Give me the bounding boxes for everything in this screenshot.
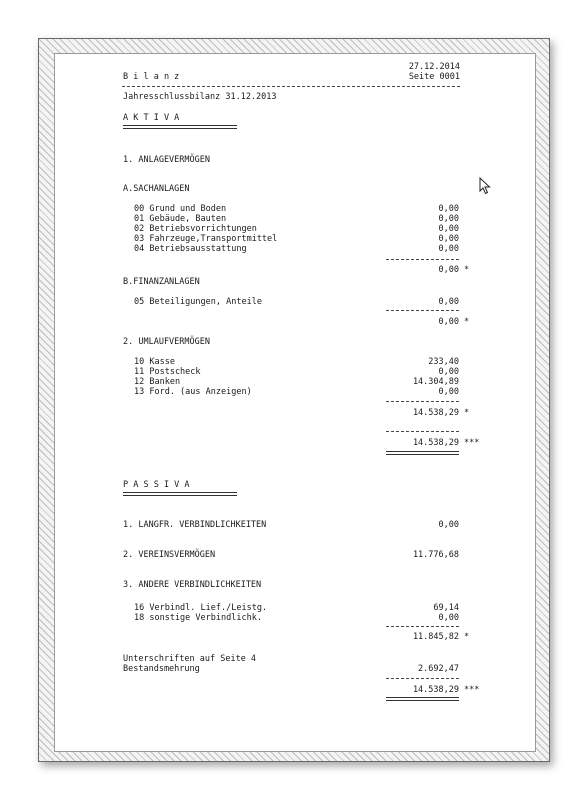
subtotal-value: 0,00 [438, 265, 459, 275]
aktiva-heading-underline [123, 125, 237, 129]
header-rule [122, 86, 460, 87]
grand-total-double-underline [386, 697, 459, 701]
langfr-verbindlichkeiten-label: 1. LANGFR. VERBINDLICHKEITEN [123, 520, 267, 530]
account-row-label: 16 Verbindl. Lief./Leistg. [134, 603, 268, 613]
account-row-label: 10 Kasse [134, 357, 175, 367]
finanzanlagen-label: B.FINANZANLAGEN [123, 277, 200, 287]
bestandsmehrung-value: 2.692,47 [418, 664, 459, 674]
account-row-value: 14.304,89 [412, 377, 459, 387]
anlagevermoegen-label: 1. ANLAGEVERMÖGEN [123, 155, 210, 165]
account-row-value: 0,00 [438, 214, 459, 224]
document-title: B i l a n z [123, 72, 180, 82]
account-row-value: 69,14 [433, 603, 459, 613]
account-row-value: 0,00 [438, 234, 459, 244]
grand-total-rule [386, 678, 459, 679]
document-subtitle: Jahresschlussbilanz 31.12.2013 [123, 92, 277, 102]
account-row-value: 0,00 [438, 244, 459, 254]
passiva-heading: P A S S I V A [123, 480, 190, 490]
subtotal-rule [386, 626, 459, 627]
mouse-pointer-icon [479, 177, 493, 195]
account-row-label: 02 Betriebsvorrichtungen [134, 224, 257, 234]
subtotal-rule [386, 310, 459, 311]
subtotal-marker: * [464, 317, 470, 327]
subtotal-value: 14.538,29 [412, 408, 459, 418]
aktiva-grand-total: 14.538,29 [412, 438, 459, 448]
account-row-value: 0,00 [438, 613, 459, 623]
bestandsmehrung-label: Bestandsmehrung [123, 664, 200, 674]
subtotal-marker: * [464, 408, 470, 418]
account-row-value: 233,40 [428, 357, 459, 367]
grand-total-rule [386, 431, 459, 432]
signature-note: Unterschriften auf Seite 4 [123, 654, 257, 664]
passiva-grand-total: 14.538,29 [412, 685, 459, 695]
subtotal-marker: * [464, 632, 470, 642]
subtotal-rule [386, 401, 459, 402]
grand-total-marker: *** [464, 438, 480, 448]
account-row-label: 11 Postscheck [134, 367, 201, 377]
account-row-label: 18 sonstige Verbindlichk. [134, 613, 262, 623]
account-row-label: 00 Grund und Boden [134, 204, 227, 214]
account-row-value: 0,00 [438, 204, 459, 214]
account-row-value: 0,00 [438, 367, 459, 377]
subtotal-value: 11.845,82 [412, 632, 459, 642]
account-row-label: 04 Betriebsausstattung [134, 244, 247, 254]
account-row-value: 0,00 [438, 387, 459, 397]
account-row-value: 0,00 [438, 297, 459, 307]
account-row-label: 01 Gebäude, Bauten [134, 214, 227, 224]
passiva-heading-underline [123, 492, 237, 496]
subtotal-rule [386, 259, 459, 260]
vereinsvermoegen-label: 2. VEREINSVERMÖGEN [123, 550, 216, 560]
page-number: Seite 0001 [408, 72, 460, 82]
grand-total-marker: *** [464, 685, 480, 695]
aktiva-heading: A K T I V A [123, 113, 180, 123]
vereinsvermoegen-value: 11.776,68 [412, 550, 459, 560]
account-row-value: 0,00 [438, 224, 459, 234]
langfr-verbindlichkeiten-value: 0,00 [438, 520, 459, 530]
subtotal-marker: * [464, 265, 470, 275]
sachanlagen-label: A.SACHANLAGEN [123, 184, 190, 194]
umlaufvermoegen-label: 2. UMLAUFVERMÖGEN [123, 337, 210, 347]
account-row-label: 05 Beteiligungen, Anteile [134, 297, 262, 307]
print-date: 27.12.2014 [408, 62, 460, 72]
subtotal-value: 0,00 [438, 317, 459, 327]
grand-total-double-underline [386, 451, 459, 455]
andere-verbindlichkeiten-label: 3. ANDERE VERBINDLICHKEITEN [123, 580, 262, 590]
account-row-label: 12 Banken [134, 377, 181, 387]
account-row-label: 13 Ford. (aus Anzeigen) [134, 387, 252, 397]
account-row-label: 03 Fahrzeuge,Transportmittel [134, 234, 278, 244]
